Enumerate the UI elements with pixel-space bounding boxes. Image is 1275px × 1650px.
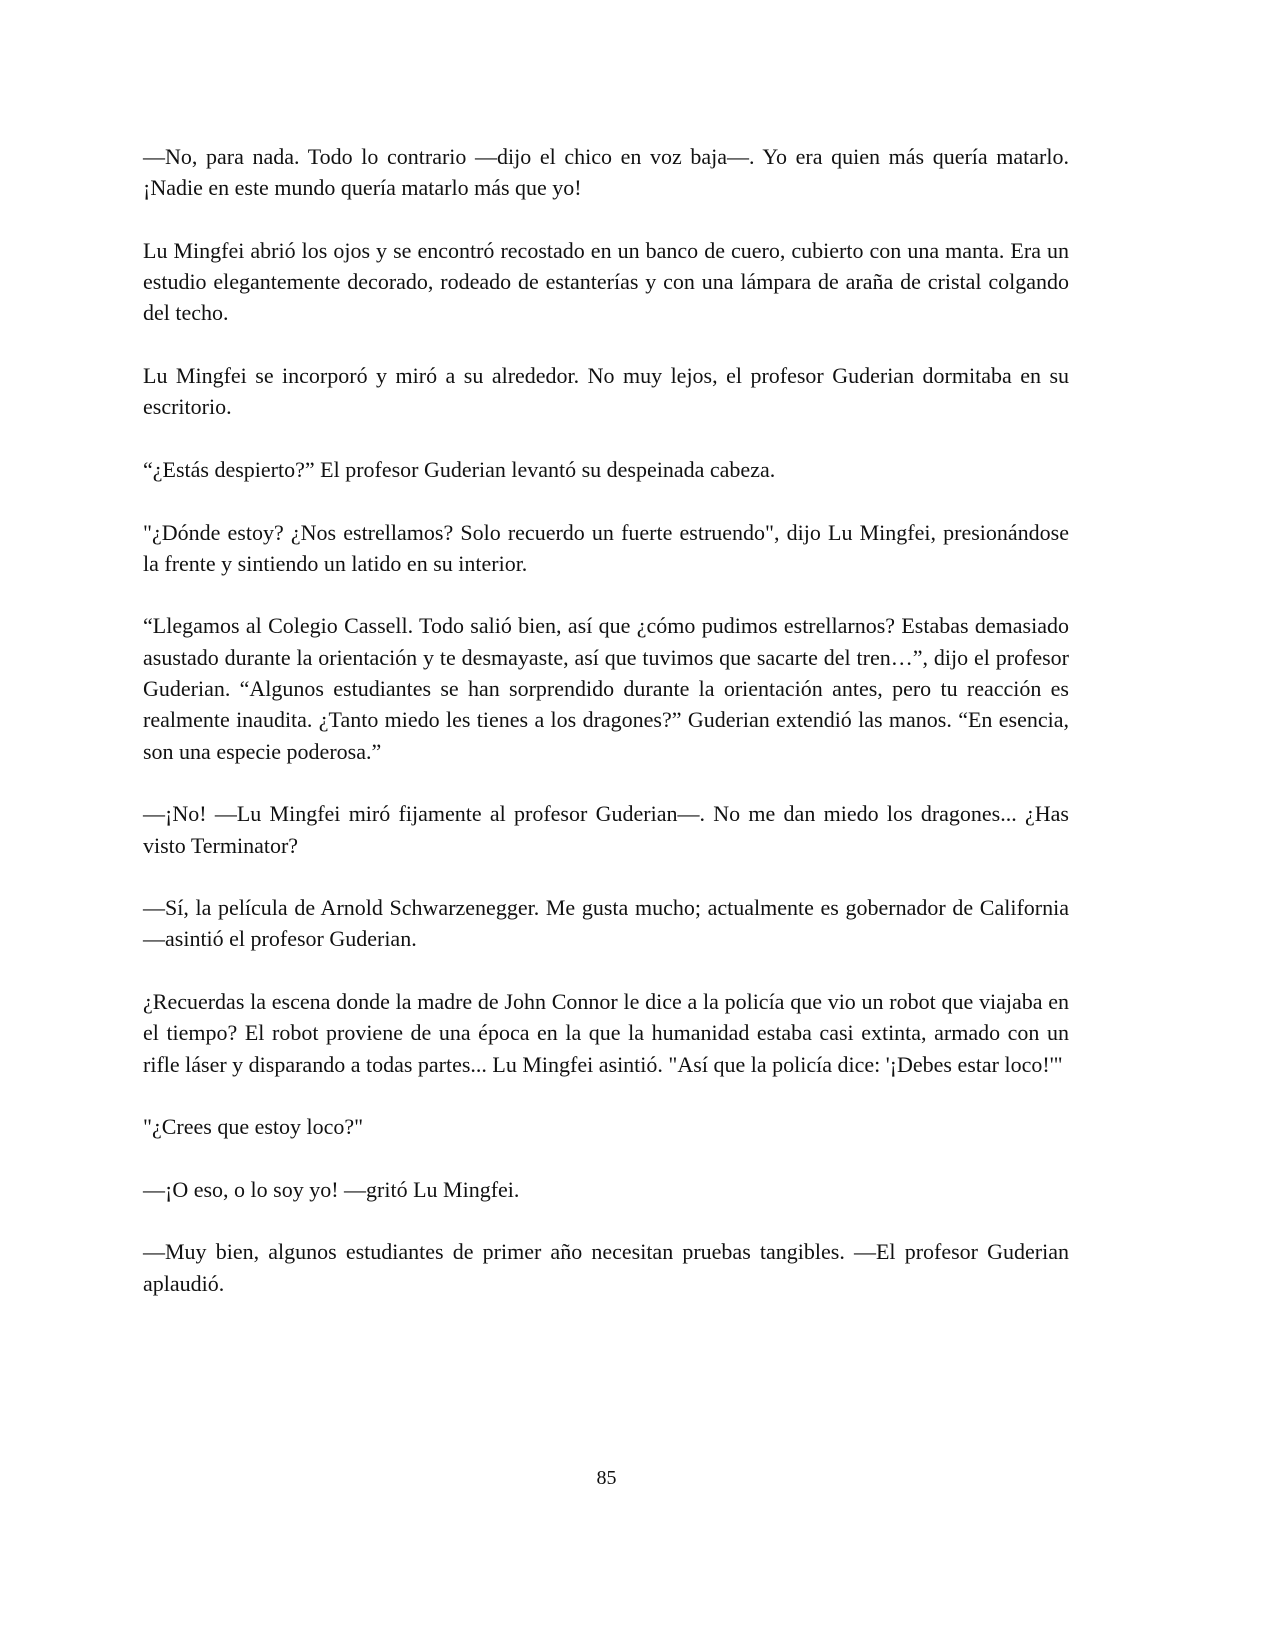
paragraph: Lu Mingfei se incorporó y miró a su alrededor. No muy lejos, el profesor Guderian dormitaba en su escritorio. [143, 363, 1069, 420]
paragraph: "¿Dónde estoy? ¿Nos estrellamos? Solo recuerdo un fuerte estruendo", dijo Lu Mingfei, presionándose la frente y sintiendo un latido en su interior. [143, 519, 1069, 576]
paragraph: "¿Crees que estoy loco?" [143, 1114, 364, 1140]
paragraph: ¿Recuerdas la escena donde la madre de John Connor le dice a la policía que vio un robot que viajaba en el tiempo? El robot proviene de una época en la que la humanidad estaba casi extinta, armado con un rifle láser y disparando a todas partes... Lu Mingfei asintió. "Así que la policía dice: '¡Debes estar loco!'" [143, 989, 1069, 1077]
page-number: 85 [596, 1467, 617, 1489]
paragraph: —Sí, la película de Arnold Schwarzenegger. Me gusta mucho; actualmente es gobernador de California —asintió el profesor Guderian. [143, 895, 1069, 952]
paragraph: —¡O eso, o lo soy yo! —gritó Lu Mingfei. [143, 1176, 520, 1202]
paragraph: “¿Estás despierto?” El profesor Guderian levantó su despeinada cabeza. [143, 456, 776, 482]
paragraph: Lu Mingfei abrió los ojos y se encontró recostado en un banco de cuero, cubierto con una manta. Era un estudio elegantemente decorado, rodeado de estanterías y con una lámpara de araña de cristal colgando del techo. [143, 237, 1069, 326]
paragraph: —No, para nada. Todo lo contrario —dijo el chico en voz baja—. Yo era quien más quería matarlo. ¡Nadie en este mundo quería matarlo más que yo! [143, 144, 1069, 201]
paragraph: —¡No! —Lu Mingfei miró fijamente al profesor Guderian—. No me dan miedo los dragones... ¿Has visto Terminator? [143, 801, 1069, 858]
page-body [143, 141, 1069, 1330]
paragraph: —Muy bien, algunos estudiantes de primer año necesitan pruebas tangibles. —El profesor Guderian aplaudió. [143, 1239, 1069, 1296]
paragraph: “Llegamos al Colegio Cassell. Todo salió bien, así que ¿cómo pudimos estrellarnos? Estabas demasiado asustado durante la orientación y te desmayaste, así que tuvimos que sacarte del tren…”, dijo el profesor Guderian. “Algunos estudiantes se han sorprendido durante la orientación antes, pero tu reacción es realmente inaudita. ¿Tanto miedo les tienes a los dragones?” Guderian extendió las manos. “En esencia, son una especie poderosa.” [143, 613, 1069, 764]
